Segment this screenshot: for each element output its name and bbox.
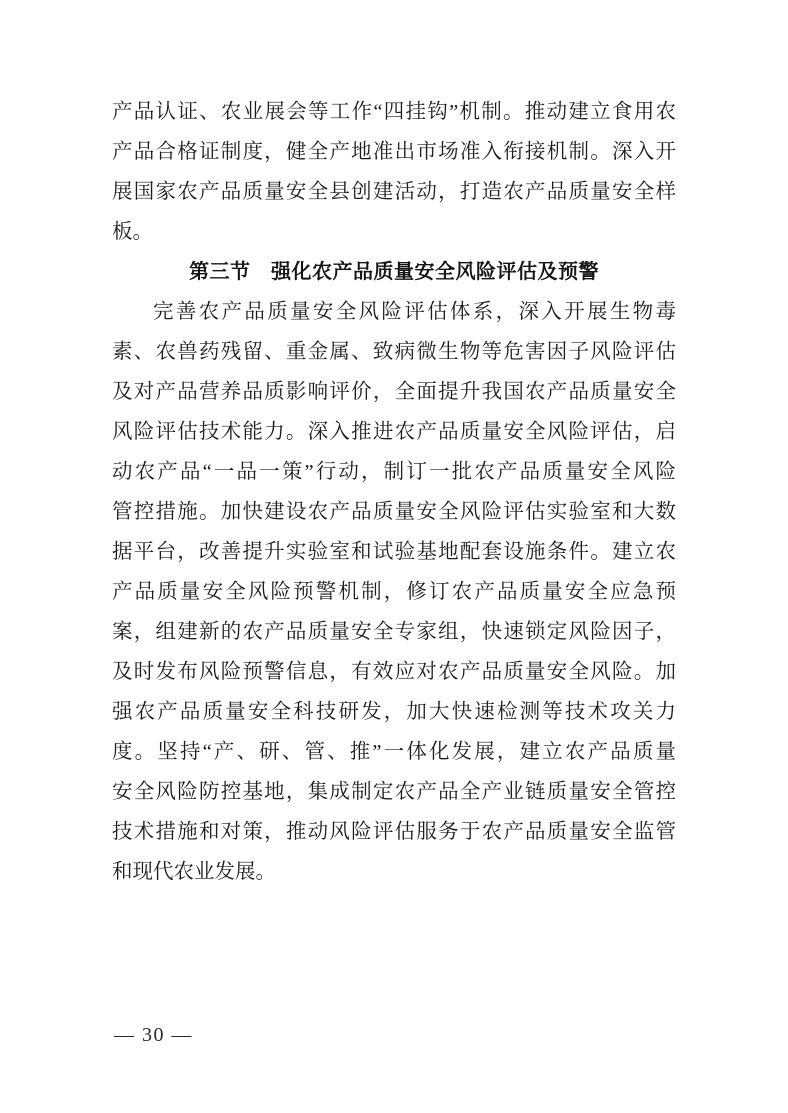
text-line: 技术措施和对策，推动风险评估服务于农产品质量安全监管	[112, 821, 676, 843]
text-line: 及对产品营养品质影响评价，全面提升我国农产品质量安全	[112, 381, 676, 403]
text-line: 据平台，改善提升实验室和试验基地配套设施条件。建立农	[112, 541, 676, 563]
text-line: 安全风险防控基地，集成制定农产品全产业链质量安全管控	[112, 781, 676, 803]
section-heading: 第三节 强化农产品质量安全风险评估及预警	[189, 261, 599, 283]
text-line: 展国家农产品质量安全县创建活动，打造农产品质量安全样	[112, 181, 676, 203]
text-line: 强农产品质量安全科技研发，加大快速检测等技术攻关力	[112, 701, 676, 723]
paragraph-main	[112, 292, 676, 892]
page-number: — 30 —	[114, 1024, 193, 1046]
text-line: 及时发布风险预警信息，有效应对农产品质量安全风险。加	[112, 661, 676, 683]
text-line: 产品质量安全风险预警机制，修订农产品质量安全应急预	[112, 581, 676, 603]
paragraph-continuation	[112, 92, 676, 252]
page-footer	[114, 1024, 193, 1047]
text-line: 产品合格证制度，健全产地准出市场准入衔接机制。深入开	[112, 141, 676, 163]
text-line: 管控措施。加快建设农产品质量安全风险评估实验室和大数	[112, 501, 676, 523]
text-line: 素、农兽药残留、重金属、致病微生物等危害因子风险评估	[112, 341, 676, 363]
page-content	[112, 92, 676, 892]
text-line: 板。	[112, 221, 153, 243]
text-line: 度。坚持“产、研、管、推”一体化发展，建立农产品质量	[112, 741, 676, 763]
text-line: 产品认证、农业展会等工作“四挂钩”机制。推动建立食用农	[112, 101, 676, 123]
text-line: 和现代农业发展。	[112, 861, 276, 883]
text-line: 风险评估技术能力。深入推进农产品质量安全风险评估，启	[112, 421, 676, 443]
text-line: 案，组建新的农产品质量安全专家组，快速锁定风险因子，	[112, 621, 676, 643]
text-line: 动农产品“一品一策”行动，制订一批农产品质量安全风险	[112, 461, 676, 483]
text-line: 完善农产品质量安全风险评估体系，深入开展生物毒	[153, 301, 676, 323]
